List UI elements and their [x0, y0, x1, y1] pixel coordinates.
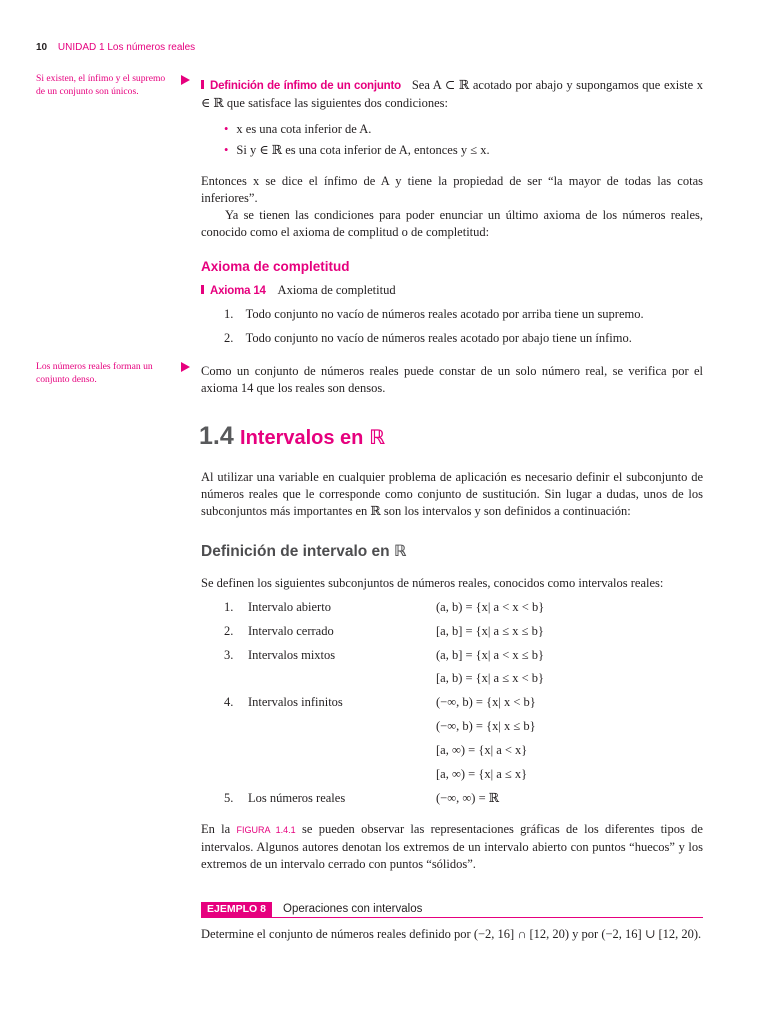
- section-number: 1.4: [199, 422, 234, 450]
- definition-infimo: [201, 77, 703, 112]
- section-intro: Al utilizar una variable en cualquier problema de aplicación es necesario definir el subconjunto de números reales que le corresponde como conjunto de sustitución. Sin lugar a dudas, unos de los subconjuntos más importantes en ℝ son los intervalos y son definidos a continuación:: [201, 470, 703, 518]
- definition-label: Definición de ínfimo de un conjunto: [210, 80, 401, 92]
- axiom-heading: Axioma de completitud: [201, 259, 350, 274]
- list-item: • x es una cota inferior de A.: [224, 122, 372, 136]
- margin-note-infimo: Si existen, el ínfimo y el supremo de un conjunto son únicos.: [36, 73, 166, 97]
- figure-link[interactable]: FIGURA 1.4.1: [236, 825, 296, 835]
- pointer-arrow-icon: [181, 75, 190, 85]
- label-marker: [201, 80, 204, 89]
- axiom-label: Axioma 14: [210, 285, 266, 297]
- section-title: Intervalos en ℝ: [240, 427, 385, 449]
- paragraph: Entonces x se dice el ínfimo de A y tiene la propiedad de ser “la mayor de todas las cotas inferiores”.: [201, 174, 703, 205]
- list-item: 2. Todo conjunto no vacío de números reales acotado por abajo tiene un ínfimo.: [224, 331, 632, 345]
- running-title: UNIDAD 1 Los números reales: [57, 42, 196, 53]
- pointer-arrow-icon: [181, 362, 190, 372]
- axiom-label-text: Axioma de completitud: [277, 283, 396, 297]
- margin-note-denso: Los números reales forman un conjunto denso.: [36, 361, 153, 385]
- interval-intro: Se definen los siguientes subconjuntos de números reales, conocidos como intervalos reales:: [201, 576, 664, 590]
- example-title: Operaciones con intervalos: [283, 903, 423, 915]
- paragraph: Ya se tienen las condiciones para poder enunciar un último axioma de los números reales, conocido como el axioma de complitud o de completitud:: [201, 208, 703, 239]
- axiom-label-line: [201, 282, 703, 300]
- label-marker: [201, 285, 204, 294]
- interval-heading: Definición de intervalo en ℝ: [201, 543, 407, 560]
- bullet-icon: •: [224, 143, 229, 157]
- figure-paragraph: En la FIGURA 1.4.1 se pueden observar las representaciones gráficas de los diferentes tipos de intervalos. Algunos autores denotan los extremos de un intervalo abierto con puntos “huecos” y los extremos de un intervalo cerrado con puntos “sólidos”.: [201, 822, 703, 871]
- density-paragraph: Como un conjunto de números reales puede constar de un solo número real, se verifica por el axioma 14 que los reales son densos.: [201, 364, 703, 395]
- example-header: [201, 902, 703, 918]
- list-item: • Si y ∈ ℝ es una cota inferior de A, entonces y ≤ x.: [224, 143, 490, 157]
- infimo-conclusion: [201, 173, 703, 241]
- list-item: 1. Todo conjunto no vacío de números reales acotado por arriba tiene un supremo.: [224, 307, 644, 321]
- bullet-icon: •: [224, 122, 229, 136]
- page-number: 10: [36, 42, 48, 53]
- example-tag: EJEMPLO 8: [201, 902, 272, 917]
- running-head: [36, 39, 195, 56]
- example-text: Determine el conjunto de números reales definido por (−2, 16] ∩ [12, 20) y por (−2, 16] ∪ [12, 20).: [201, 927, 702, 941]
- section-heading: [199, 422, 385, 450]
- definition-text: Sea A ⊂ ℝ acotado por abajo y supongamos que existe x ∈ ℝ que satisface las siguientes dos condiciones:: [201, 78, 703, 110]
